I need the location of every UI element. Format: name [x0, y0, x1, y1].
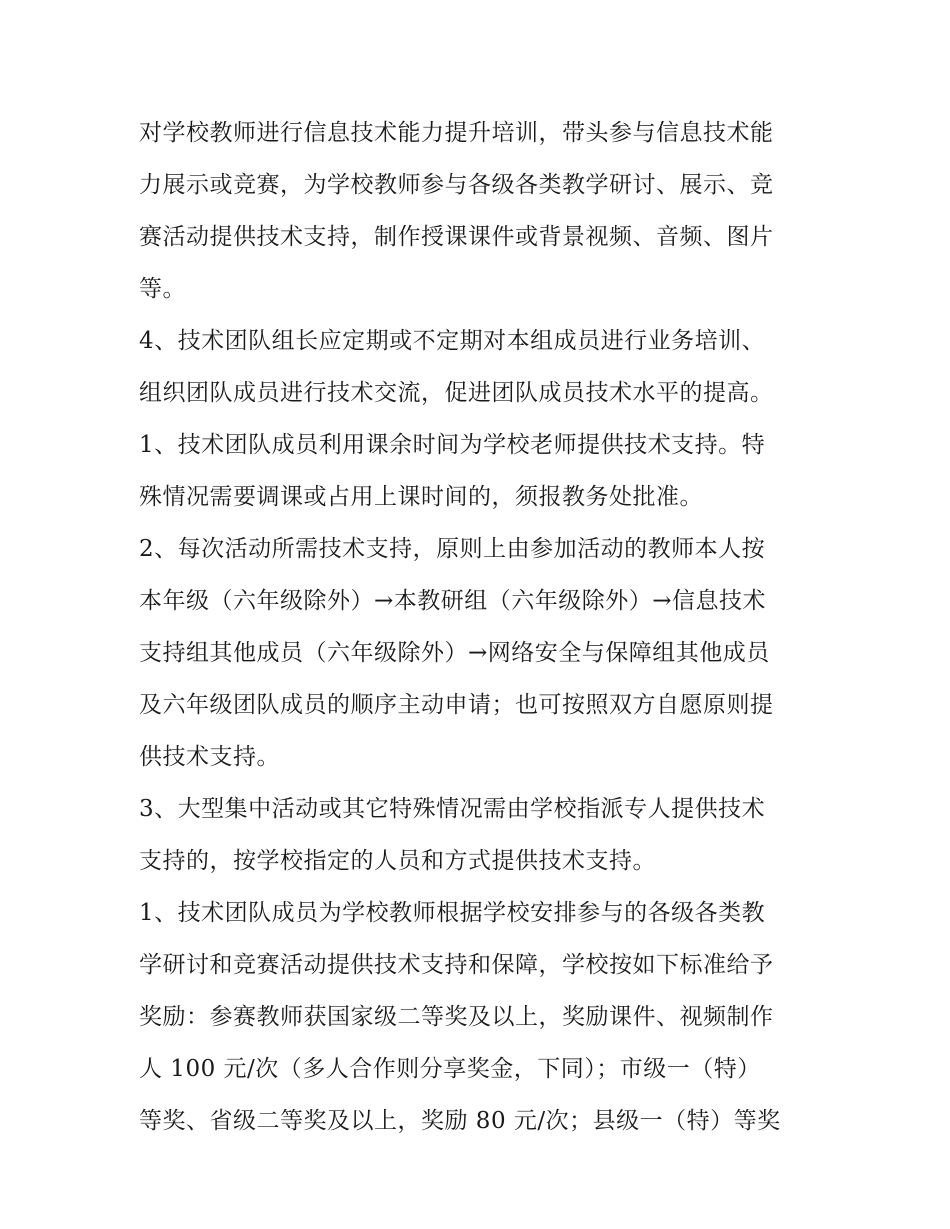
text-line: 本年级（六年级除外）→本教研组（六年级除外）→信息技术	[139, 588, 767, 614]
text-line: 及六年级团队成员的顺序主动申请；也可按照双方自愿原则提	[139, 692, 774, 718]
text-line: 人 100 元/次（多人合作则分享奖金，下同）；市级一（特）	[139, 1056, 761, 1082]
paragraph-item-3	[139, 783, 819, 887]
text-line: 1、技术团队成员利用课余时间为学校老师提供技术支持。特	[139, 432, 766, 458]
text-line: 学研讨和竞赛活动提供技术支持和保障，学校按如下标准给予	[139, 952, 774, 978]
paragraph-item-2	[139, 523, 819, 783]
text-line: 1、技术团队成员为学校教师根据学校安排参与的各级各类教	[139, 900, 766, 926]
text-line: 对学校教师进行信息技术能力提升培训，带头参与信息技术能	[139, 120, 774, 146]
document-body	[139, 107, 819, 1147]
paragraph-item-4	[139, 315, 819, 419]
text-line: 3、大型集中活动或其它特殊情况需由学校指派专人提供技术	[139, 796, 766, 822]
text-line: 奖励：参赛教师获国家级二等奖及以上，奖励课件、视频制作	[139, 1004, 774, 1030]
text-line: 支持的，按学校指定的人员和方式提供技术支持。	[139, 848, 656, 874]
text-line: 供技术支持。	[139, 744, 280, 770]
text-line: 赛活动提供技术支持，制作授课课件或背景视频、音频、图片	[139, 224, 774, 250]
text-line: 殊情况需要调课或占用上课时间的，须报教务处批准。	[139, 484, 703, 510]
paragraph-training	[139, 107, 819, 315]
text-line: 组织团队成员进行技术交流，促进团队成员技术水平的提高。	[139, 380, 774, 406]
paragraph-item-1	[139, 419, 819, 523]
text-line: 等奖、省级二等奖及以上，奖励 80 元/次；县级一（特）等奖	[139, 1108, 781, 1134]
text-line: 等。	[139, 276, 186, 302]
text-line: 2、每次活动所需技术支持，原则上由参加活动的教师本人按	[139, 536, 766, 562]
text-line: 力展示或竞赛，为学校教师参与各级各类教学研讨、展示、竞	[139, 172, 774, 198]
text-line: 4、技术团队组长应定期或不定期对本组成员进行业务培训、	[139, 328, 766, 354]
paragraph-rewards	[139, 887, 819, 1147]
text-line: 支持组其他成员（六年级除外）→网络安全与保障组其他成员	[139, 640, 770, 666]
